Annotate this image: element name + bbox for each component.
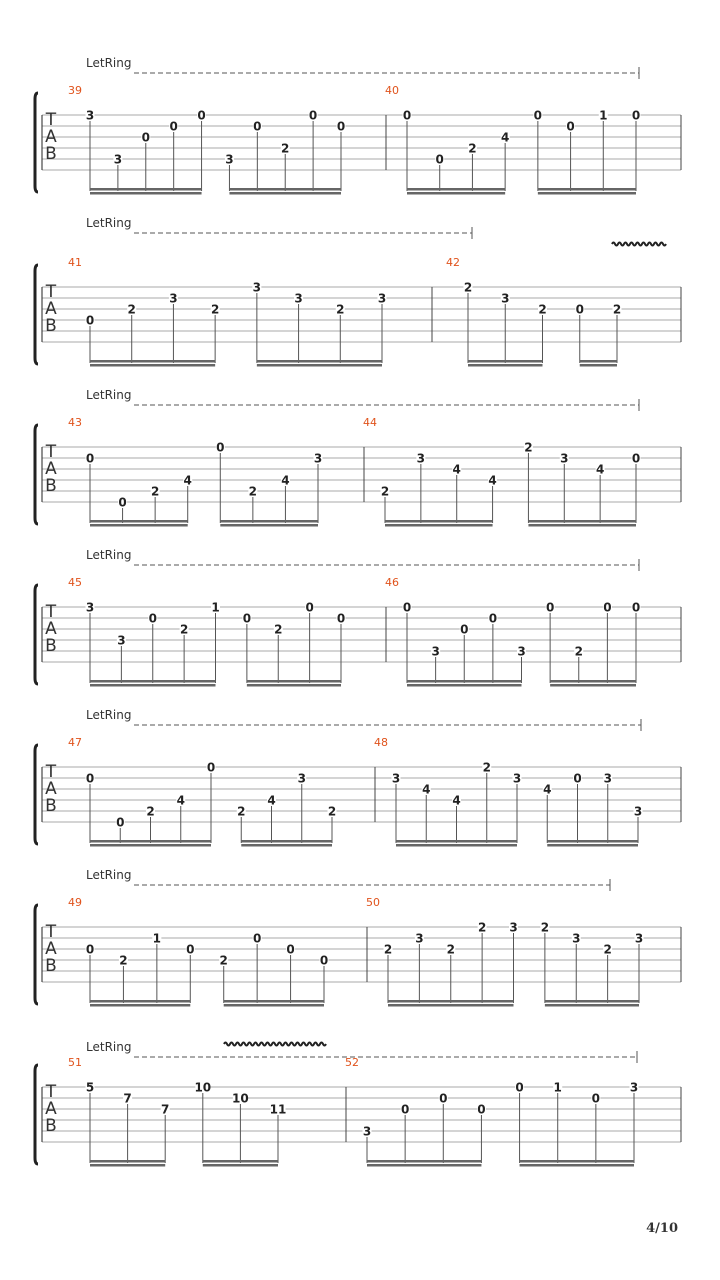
fret-number: 0 (336, 611, 346, 626)
beam (545, 1000, 639, 1003)
beam (538, 192, 636, 195)
beam (90, 1004, 190, 1007)
beam (220, 520, 318, 523)
tab-clef-letter: A (45, 299, 57, 319)
tab-clef-letter: A (45, 459, 57, 479)
fret-number: 2 (524, 440, 533, 455)
beam (580, 364, 617, 367)
fret-number: 2 (383, 942, 393, 957)
fret-number: 0 (566, 119, 575, 134)
fret-number: 0 (488, 611, 498, 626)
page-number: 4/10 (646, 1221, 678, 1236)
fret-number: 0 (186, 942, 195, 957)
fret-number: 0 (286, 942, 295, 957)
fret-number: 3 (572, 931, 581, 946)
fret-number: 0 (85, 771, 95, 786)
fret-number: 3 (603, 771, 612, 786)
tab-clef-letter: A (45, 619, 57, 639)
letring-label: LetRing (86, 216, 132, 230)
fret-number: 10 (194, 1080, 212, 1095)
fret-number: 3 (294, 291, 303, 306)
beam (203, 1164, 278, 1167)
measure-number: 41 (68, 256, 82, 269)
beam (90, 844, 211, 847)
fret-number: 0 (85, 451, 95, 466)
fret-number: 2 (248, 484, 258, 499)
beam (90, 520, 188, 523)
fret-number: 2 (150, 484, 160, 499)
fret-number: 3 (313, 451, 323, 466)
fret-number: 2 (336, 302, 345, 317)
fret-number: 7 (161, 1102, 170, 1117)
fret-number: 3 (297, 771, 306, 786)
beam (220, 524, 318, 527)
beam (520, 1160, 634, 1163)
fret-number: 0 (85, 313, 95, 328)
fret-number: 1 (211, 600, 220, 615)
letring-label: LetRing (86, 56, 132, 70)
fret-number: 10 (232, 1091, 249, 1106)
staff-system (35, 216, 681, 367)
fret-number: 0 (603, 600, 612, 615)
tab-clef-letter: A (45, 1099, 57, 1119)
fret-number: 3 (501, 291, 510, 306)
fret-number: 0 (148, 611, 157, 626)
beam (90, 1164, 165, 1167)
tab-clef-letter: T (45, 1082, 57, 1102)
letring-label: LetRing (86, 1040, 132, 1054)
fret-number: 1 (553, 1080, 562, 1095)
fret-number: 3 (377, 291, 387, 306)
fret-number: 3 (85, 600, 95, 615)
fret-number: 2 (127, 302, 136, 317)
beam (247, 680, 341, 683)
fret-number: 0 (631, 600, 641, 615)
fret-number: 0 (515, 1080, 524, 1095)
tab-clef-letter: B (45, 476, 57, 496)
tab-clef-letter: A (45, 779, 57, 799)
beam (90, 192, 202, 195)
fret-number: 0 (305, 600, 314, 615)
letring-label: LetRing (86, 548, 132, 562)
fret-number: 2 (327, 804, 337, 819)
beam (367, 1160, 481, 1163)
tab-clef-letter: B (45, 636, 57, 656)
fret-number: 3 (634, 931, 644, 946)
fret-number: 4 (452, 793, 461, 808)
fret-number: 3 (416, 451, 426, 466)
vibrato-mark (224, 1043, 326, 1046)
beam (257, 360, 382, 363)
fret-number: 1 (152, 931, 162, 946)
beam (90, 360, 215, 363)
fret-number: 0 (169, 119, 178, 134)
fret-number: 3 (252, 280, 262, 295)
beam (547, 840, 638, 843)
fret-number: 2 (538, 302, 547, 317)
fret-number: 3 (169, 291, 178, 306)
beam (538, 188, 636, 191)
beam (224, 1004, 324, 1007)
fret-number: 2 (463, 280, 473, 295)
fret-number: 0 (631, 108, 641, 123)
tab-clef-letter: B (45, 956, 57, 976)
tab-clef-letter: B (45, 1116, 57, 1136)
fret-number: 2 (574, 644, 583, 659)
fret-number: 3 (517, 644, 526, 659)
tab-clef-letter: T (45, 602, 57, 622)
fret-number: 3 (391, 771, 401, 786)
fret-number: 4 (267, 793, 276, 808)
staff-system (35, 56, 681, 195)
fret-number: 2 (237, 804, 246, 819)
fret-number: 0 (460, 622, 469, 637)
fret-number: 2 (603, 942, 612, 957)
fret-number: 11 (269, 1102, 287, 1117)
staff-system (35, 548, 681, 687)
fret-number: 4 (500, 130, 510, 145)
fret-number: 2 (274, 622, 283, 637)
tab-clef-letter: B (45, 316, 57, 336)
fret-number: 2 (468, 141, 477, 156)
fret-number: 3 (113, 152, 123, 167)
beam (528, 524, 636, 527)
fret-number: 3 (117, 633, 126, 648)
measure-number: 48 (374, 736, 388, 749)
fret-number: 0 (206, 760, 216, 775)
fret-number: 3 (362, 1124, 372, 1139)
beam (396, 840, 517, 843)
system-bracket (35, 745, 38, 844)
tab-clef-letter: B (45, 144, 57, 164)
beam (407, 192, 505, 195)
beam (90, 684, 216, 687)
fret-number: 4 (595, 462, 605, 477)
fret-number: 0 (242, 611, 252, 626)
beam (388, 1000, 514, 1003)
fret-number: 2 (446, 942, 455, 957)
beam (241, 840, 332, 843)
beam (547, 844, 638, 847)
letring-label: LetRing (86, 708, 132, 722)
beam (90, 680, 216, 683)
fret-number: 3 (629, 1080, 639, 1095)
fret-number: 0 (319, 953, 329, 968)
beam (229, 192, 341, 195)
beam (90, 1000, 190, 1003)
tab-clef-letter: T (45, 282, 57, 302)
letring-label: LetRing (86, 868, 132, 882)
beam (545, 1004, 639, 1007)
beam (407, 680, 522, 683)
fret-number: 5 (85, 1080, 95, 1095)
fret-number: 0 (545, 600, 555, 615)
measure-number: 43 (68, 416, 82, 429)
fret-number: 3 (431, 644, 440, 659)
beam (468, 364, 543, 367)
measure-number: 46 (385, 576, 399, 589)
beam (247, 684, 341, 687)
fret-number: 0 (308, 108, 318, 123)
fret-number: 0 (533, 108, 543, 123)
system-bracket (35, 585, 38, 684)
fret-number: 2 (482, 760, 491, 775)
tab-clef-letter: A (45, 939, 57, 959)
fret-number: 7 (123, 1091, 132, 1106)
fret-number: 0 (435, 152, 444, 167)
fret-number: 3 (85, 108, 95, 123)
fret-number: 0 (439, 1091, 448, 1106)
fret-number: 0 (336, 119, 346, 134)
measure-number: 40 (385, 84, 399, 97)
fret-number: 0 (591, 1091, 601, 1106)
measure-number: 45 (68, 576, 82, 589)
measure-number: 39 (68, 84, 82, 97)
measure-number: 47 (68, 736, 82, 749)
beam (257, 364, 382, 367)
fret-number: 4 (281, 473, 290, 488)
fret-number: 4 (422, 782, 431, 797)
beam (90, 840, 211, 843)
beam (550, 684, 636, 687)
beam (396, 844, 517, 847)
fret-number: 2 (119, 953, 128, 968)
beam (203, 1160, 278, 1163)
fret-number: 0 (116, 815, 125, 830)
fret-number: 0 (575, 302, 584, 317)
beam (520, 1164, 634, 1167)
beam (90, 1160, 165, 1163)
beam (229, 188, 341, 191)
fret-number: 0 (141, 130, 150, 145)
beam (367, 1164, 481, 1167)
fret-number: 0 (216, 440, 225, 455)
beam (388, 1004, 514, 1007)
fret-number: 4 (488, 473, 497, 488)
fret-number: 2 (281, 141, 290, 156)
beam (407, 684, 522, 687)
fret-number: 0 (85, 942, 95, 957)
staff-system (35, 708, 681, 847)
beam (90, 524, 188, 527)
fret-number: 4 (452, 462, 461, 477)
beam (407, 188, 505, 191)
fret-number: 2 (219, 953, 228, 968)
fret-number: 0 (253, 119, 262, 134)
fret-number: 2 (540, 920, 550, 935)
staff-system (35, 868, 681, 1007)
fret-number: 0 (573, 771, 582, 786)
fret-number: 3 (509, 920, 518, 935)
tab-clef-letter: T (45, 922, 57, 942)
fret-number: 4 (176, 793, 185, 808)
fret-number: 2 (612, 302, 622, 317)
measure-number: 44 (363, 416, 377, 429)
fret-number: 0 (402, 600, 412, 615)
tab-clef-letter: T (45, 110, 57, 130)
fret-number: 3 (560, 451, 569, 466)
measure-number: 51 (68, 1056, 82, 1069)
system-bracket (35, 1065, 38, 1164)
tab-clef-letter: B (45, 796, 57, 816)
fret-number: 0 (118, 495, 127, 510)
beam (468, 360, 543, 363)
measure-number: 49 (68, 896, 82, 909)
beam (90, 364, 215, 367)
beam (550, 680, 636, 683)
fret-number: 3 (512, 771, 522, 786)
fret-number: 0 (197, 108, 206, 123)
system-bracket (35, 905, 38, 1004)
fret-number: 4 (183, 473, 192, 488)
fret-number: 1 (599, 108, 608, 123)
fret-number: 2 (477, 920, 487, 935)
fret-number: 2 (146, 804, 155, 819)
tab-clef-letter: A (45, 127, 57, 147)
system-bracket (35, 93, 38, 192)
measure-number: 50 (366, 896, 380, 909)
beam (528, 520, 636, 523)
measure-number: 42 (446, 256, 460, 269)
measure-number: 52 (345, 1056, 359, 1069)
beam (90, 188, 202, 191)
fret-number: 2 (210, 302, 220, 317)
tab-clef-letter: T (45, 762, 57, 782)
fret-number: 0 (631, 451, 641, 466)
staff-system (35, 1040, 681, 1167)
system-bracket (35, 265, 38, 364)
beam (385, 524, 493, 527)
fret-number: 3 (225, 152, 234, 167)
beam (580, 360, 617, 363)
fret-number: 0 (400, 1102, 410, 1117)
fret-number: 0 (252, 931, 262, 946)
letring-label: LetRing (86, 388, 132, 402)
fret-number: 0 (402, 108, 412, 123)
tab-clef-letter: T (45, 442, 57, 462)
fret-number: 2 (380, 484, 390, 499)
beam (224, 1000, 324, 1003)
fret-number: 3 (415, 931, 424, 946)
fret-number: 2 (179, 622, 189, 637)
fret-number: 3 (633, 804, 643, 819)
staff-system (35, 388, 681, 527)
vibrato-mark (612, 243, 666, 246)
fret-number: 0 (477, 1102, 486, 1117)
system-bracket (35, 425, 38, 524)
fret-number: 4 (543, 782, 552, 797)
beam (385, 520, 493, 523)
beam (241, 844, 332, 847)
